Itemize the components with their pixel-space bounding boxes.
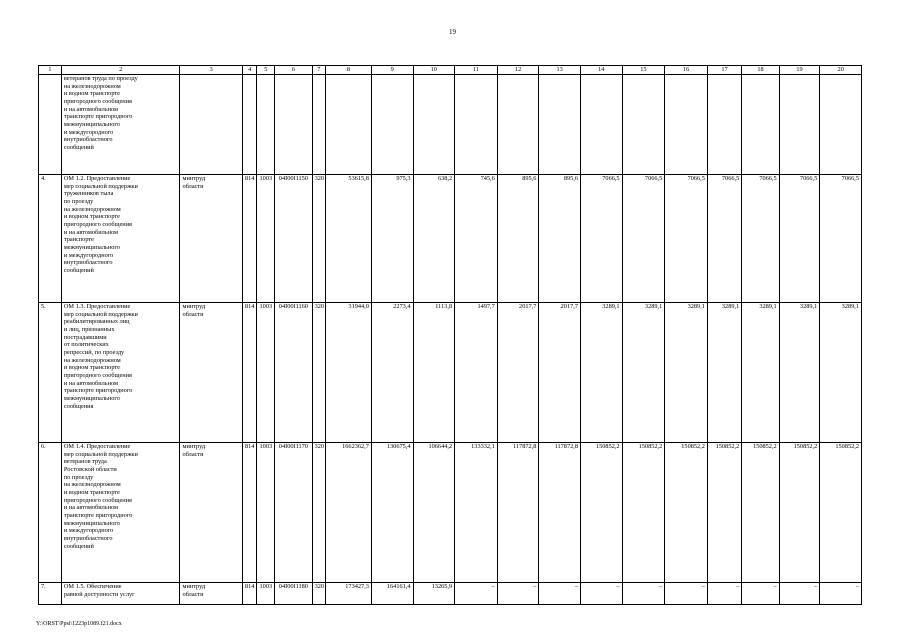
amount-cell: [707, 75, 741, 175]
measure-name-cell: ОМ 1.2. Предоставление мер социальной поддержки труженников тыла по проезду на железнодорожном и водном транспорте пригородного сообщения и на автомобильном транспорте межмуниципального и междугородного внутриобластного сообщений: [61, 175, 180, 303]
amount-cell: 164161,4: [371, 583, 413, 605]
budget-code-cell: 1003: [257, 175, 275, 303]
budget-code-cell: 1003: [257, 443, 275, 583]
amount-cell: 31944,0: [326, 303, 372, 443]
amount-cell: [539, 75, 581, 175]
column-header-17: 17: [707, 66, 741, 75]
column-number-row: [39, 66, 862, 75]
column-header-16: 16: [665, 66, 708, 75]
budget-code-cell: 04I00I1180: [275, 583, 312, 605]
amount-cell: 1497,7: [455, 303, 498, 443]
amount-cell: 3289,1: [779, 303, 820, 443]
amount-cell: 638,2: [413, 175, 455, 303]
amount-cell: 150852,2: [580, 443, 622, 583]
budget-code-cell: 1003: [257, 303, 275, 443]
amount-cell: 7066,5: [742, 175, 779, 303]
table-row: [39, 75, 862, 175]
budget-code-cell: 1003: [257, 583, 275, 605]
executor-cell: [180, 75, 242, 175]
amount-cell: [622, 75, 665, 175]
column-header-20: 20: [820, 66, 862, 75]
amount-cell: 150852,2: [742, 443, 779, 583]
column-header-4: 4: [242, 66, 257, 75]
amount-cell: [820, 75, 862, 175]
column-header-13: 13: [539, 66, 581, 75]
amount-cell: 7066,5: [622, 175, 665, 303]
amount-cell: 895,6: [497, 175, 539, 303]
budget-code-cell: [312, 75, 326, 175]
executor-cell: минтруд области: [180, 443, 242, 583]
column-header-18: 18: [742, 66, 779, 75]
column-header-5: 5: [257, 66, 275, 75]
amount-cell: –: [497, 583, 539, 605]
amount-cell: 7066,5: [665, 175, 708, 303]
amount-cell: 7066,5: [820, 175, 862, 303]
column-header-8: 8: [326, 66, 372, 75]
amount-cell: [779, 75, 820, 175]
column-header-6: 6: [275, 66, 312, 75]
amount-cell: 975,3: [371, 175, 413, 303]
column-header-12: 12: [497, 66, 539, 75]
column-header-14: 14: [580, 66, 622, 75]
amount-cell: 7066,5: [707, 175, 741, 303]
amount-cell: 745,6: [455, 175, 498, 303]
amount-cell: 3289,1: [622, 303, 665, 443]
amount-cell: 2273,4: [371, 303, 413, 443]
executor-cell: минтруд области: [180, 303, 242, 443]
amount-cell: –: [779, 583, 820, 605]
amount-cell: –: [665, 583, 708, 605]
amount-cell: [665, 75, 708, 175]
amount-cell: –: [622, 583, 665, 605]
column-header-1: 1: [39, 66, 62, 75]
amount-cell: 133332,1: [455, 443, 498, 583]
row-number-cell: 5.: [39, 303, 62, 443]
column-header-11: 11: [455, 66, 498, 75]
budget-code-cell: 814: [242, 175, 257, 303]
budget-code-cell: 814: [242, 583, 257, 605]
amount-cell: 150852,2: [622, 443, 665, 583]
amount-cell: 150852,2: [779, 443, 820, 583]
amount-cell: 7066,5: [779, 175, 820, 303]
amount-cell: –: [707, 583, 741, 605]
amount-cell: 53615,8: [326, 175, 372, 303]
amount-cell: 13265,9: [413, 583, 455, 605]
amount-cell: [497, 75, 539, 175]
amount-cell: 895,6: [539, 175, 581, 303]
amount-cell: [742, 75, 779, 175]
amount-cell: [326, 75, 372, 175]
budget-code-cell: 04I00I1170: [275, 443, 312, 583]
column-header-10: 10: [413, 66, 455, 75]
measure-name-cell: ветеранов труда по проезду на железнодорожном и водном транспорте пригородного сообщения и на автомобильном транспорте пригородного межмуниципального и междугородного внутриобластного сообщений: [61, 75, 180, 175]
amount-cell: 3289,1: [580, 303, 622, 443]
table-row: [39, 583, 862, 605]
executor-cell: минтруд области: [180, 175, 242, 303]
budget-code-cell: 320: [312, 303, 326, 443]
amount-cell: 150852,2: [665, 443, 708, 583]
amount-cell: 3289,1: [820, 303, 862, 443]
amount-cell: –: [539, 583, 581, 605]
column-header-19: 19: [779, 66, 820, 75]
table-row: [39, 303, 862, 443]
budget-code-cell: [242, 75, 257, 175]
row-number-cell: 6.: [39, 443, 62, 583]
row-number-cell: 4.: [39, 175, 62, 303]
budget-code-cell: 814: [242, 443, 257, 583]
amount-cell: 130675,4: [371, 443, 413, 583]
amount-cell: 2017,7: [539, 303, 581, 443]
amount-cell: –: [580, 583, 622, 605]
row-number-cell: [39, 75, 62, 175]
row-number-cell: 7.: [39, 583, 62, 605]
budget-code-cell: 04I00I1150: [275, 175, 312, 303]
amount-cell: 150852,2: [820, 443, 862, 583]
column-header-3: 3: [180, 66, 242, 75]
amount-cell: [413, 75, 455, 175]
amount-cell: 2017,7: [497, 303, 539, 443]
file-path-footer: Y:\ORST\Ppsi\1223p1089.f21.docx: [36, 621, 122, 627]
table-row: [39, 443, 862, 583]
amount-cell: [455, 75, 498, 175]
amount-cell: –: [455, 583, 498, 605]
measure-name-cell: ОМ 1.4. Предоставление мер социальной поддержки ветеранов труда Ростовской области по проезду на железнодорожном и водном транспорте пригородного сообщения и на автомобильном транспорте пригородного межмуниципального и междугородного внутриобластного сообщений: [61, 443, 180, 583]
amount-cell: 3289,1: [707, 303, 741, 443]
amount-cell: 1662362,7: [326, 443, 372, 583]
column-header-7: 7: [312, 66, 326, 75]
budget-code-cell: [257, 75, 275, 175]
amount-cell: 3289,1: [742, 303, 779, 443]
budget-code-cell: 814: [242, 303, 257, 443]
column-header-9: 9: [371, 66, 413, 75]
budget-code-cell: [275, 75, 312, 175]
budget-code-cell: 320: [312, 583, 326, 605]
measure-name-cell: ОМ 1.5. Обеспечение равной доступности услуг: [61, 583, 180, 605]
amount-cell: 150852,2: [707, 443, 741, 583]
measure-name-cell: ОМ 1.3. Предоставление мер социальной поддержки реабилитированных лиц и лиц, признанных пострадавшими от политических репрессий, по проезду на железнодорожном и водном транспорте пригородного сообщения и на автомобильном транспорте пригородного межмуниципального сообщения: [61, 303, 180, 443]
page-number: 19: [449, 28, 456, 36]
column-header-2: 2: [61, 66, 180, 75]
amount-cell: [580, 75, 622, 175]
table-row: [39, 175, 862, 303]
column-header-15: 15: [622, 66, 665, 75]
amount-cell: [371, 75, 413, 175]
amount-cell: 1113,8: [413, 303, 455, 443]
budget-code-cell: 04I00I1160: [275, 303, 312, 443]
amount-cell: 3289,1: [665, 303, 708, 443]
amount-cell: 117872,8: [497, 443, 539, 583]
amount-cell: –: [742, 583, 779, 605]
budget-code-cell: 320: [312, 443, 326, 583]
amount-cell: –: [820, 583, 862, 605]
amount-cell: 173427,3: [326, 583, 372, 605]
executor-cell: минтруд области: [180, 583, 242, 605]
budget-table: [38, 65, 862, 605]
amount-cell: 106644,2: [413, 443, 455, 583]
amount-cell: 7066,5: [580, 175, 622, 303]
amount-cell: 117872,8: [539, 443, 581, 583]
budget-code-cell: 320: [312, 175, 326, 303]
